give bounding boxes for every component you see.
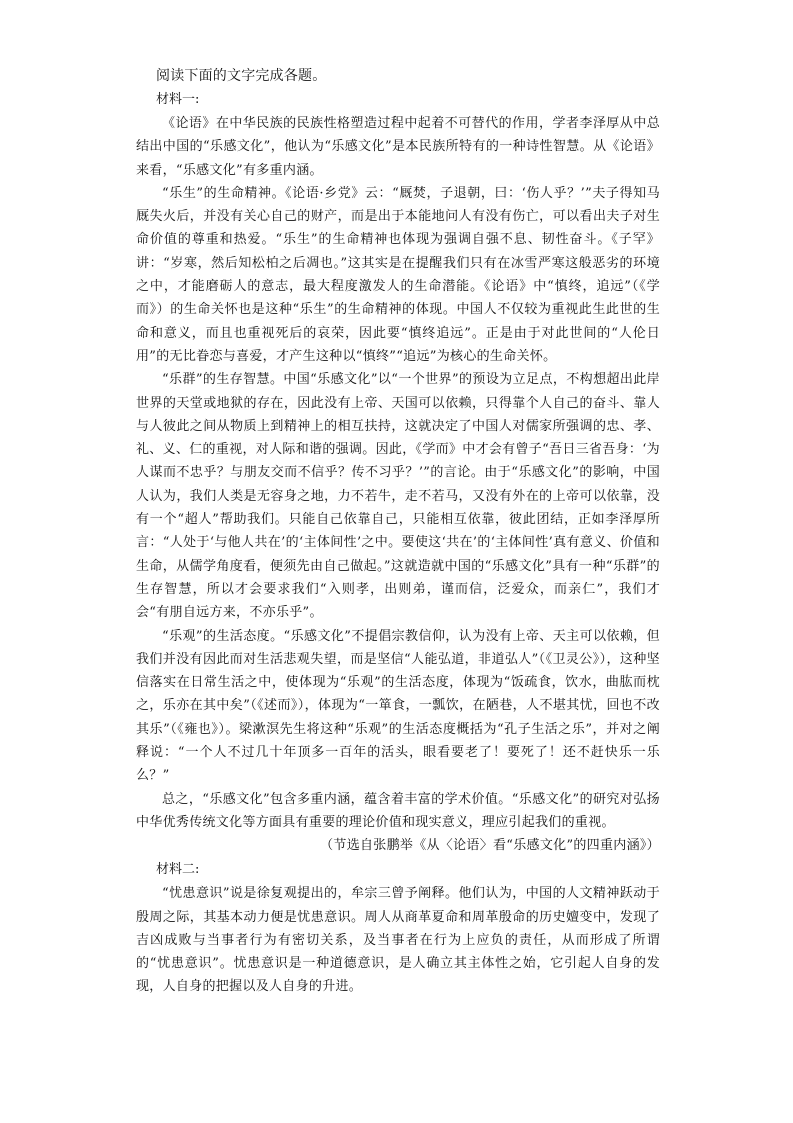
material-one-paragraph-lesheng: “乐生”的生命精神。《论语·乡党》云：“厩焚，子退朝，曰：‘伤人乎？’”夫子得知马厩失火后，并没有关心自己的财产，而是出于本能地问人有没有伤亡，可以看出夫子对生命价值的尊重和热爱。“乐生”的生命精神也体现为强调自强不息、韧性奋斗。《子罕》讲：“岁寒，然后知松柏之后凋也。”这其实是在提醒我们只有在冰雪严寒这般恶劣的环境之中，才能磨砺人的意志，最大程度激发人的生命潜能。《论语》中“慎终，追远”（《学而》）的生命关怀也是这种“乐生”的生命精神的体现。中国人不仅较为重视此生此世的生命和意义，而且也重视死后的哀荣，因此要“慎终追远”。正是由于对此世间的“人伦日用”的无比眷恋与喜爱，才产生这种以“慎终”“追远”为核心的生命关怀。 <box>136 185 660 364</box>
material-one-label: 材料一: <box>156 92 200 107</box>
material-one-paragraph-intro: 《论语》在中华民族的民族性格塑造过程中起着不可替代的作用，学者李泽厚从中总结出中国的“乐感文化”，他认为“乐感文化”是本民族所特有的一种诗性智慧。从《论语》来看，“乐感文化”有多重内涵。 <box>136 116 660 178</box>
document-page <box>136 64 660 999</box>
material-one-paragraph-lequn: “乐群”的生存智慧。中国“乐感文化”以“一个世界”的预设为立足点，不构想超出此岸世界的天堂或地狱的存在，因此没有上帝、天国可以依赖，只得靠个人自己的奋斗、靠人与人彼此之间从物质上到精神上的相互扶持，这就决定了中国人对儒家所强调的忠、孝、礼、义、仁的重视，对人际和谐的强调。因此，《学而》中才会有曾子“吾日三省吾身：‘为人谋而不忠乎？与朋友交而不信乎？传不习乎？’”的言论。由于“乐感文化”的影响，中国人认为，我们人类是无容身之地，力不若牛，走不若马，又没有外在的上帝可以依靠，没有一个“超人”帮助我们。只能自己依靠自己，只能相互依靠，彼此团结，正如李泽厚所言：“人处于‘与他人共在’的‘主体间性’之中。要使这‘共在’的‘主体间性’真有意义、价值和生命，从儒学角度看，便须先由自己做起。”这就造就中国的“乐感文化”具有一种“乐群”的生存智慧，所以才会要求我们“入则孝，出则弟，谨而信，泛爱众，而亲仁”，我们才会“有朋自远方来，不亦乐乎”。 <box>136 372 660 621</box>
material-two-label: 材料二: <box>156 862 200 878</box>
instruction-heading: 阅读下面的文字完成各题。 <box>156 68 327 84</box>
material-one-source: （节选自张鹏举《从〈论语〉看“乐感文化”的四重内涵》） <box>320 838 660 854</box>
material-one-paragraph-summary: 总之，“乐感文化”包含多重内涵，蕴含着丰富的学术价值。“乐感文化”的研究对弘扬中华优秀传统文化等方面具有重要的理论价值和现实意义，理应引起我们的重视。 <box>136 791 660 830</box>
material-two-paragraph: “忧患意识”说是徐复观提出的，牟宗三曾予阐释。他们认为，中国的人文精神跃动于殷周之际，其基本动力便是忧患意识。周人从商革夏命和周革殷命的历史嬗变中，发现了吉凶成败与当事者行为有密切关系，及当事者在行为上应负的责任，从而形成了所谓的“忧患意识”。忧患意识是一种道德意识，是人确立其主体性之始，它引起人自身的发现，人自身的把握以及人自身的升进。 <box>136 886 660 995</box>
material-one-paragraph-leguan: “乐观”的生活态度。“乐感文化”不提倡宗教信仰，认为没有上帝、天主可以依赖，但我们并没有因此而对生活悲观失望，而是坚信“人能弘道，非道弘人”（《卫灵公》），这种坚信落实在日常生活之中，使体现为“乐观”的生活态度，体现为“饭疏食，饮水，曲肱而枕之，乐亦在其中矣”（《述而》），体现为“一箪食，一瓢饮，在陋巷，人不堪其忧，回也不改其乐”（《雍也》）。梁漱溟先生将这种“乐观”的生活态度概括为“孔子生活之乐”，并对之阐释说：“一个人不过几十年顶多一百年的活头，眼看要老了！要死了！还不赶快乐一乐么？” <box>136 628 660 784</box>
